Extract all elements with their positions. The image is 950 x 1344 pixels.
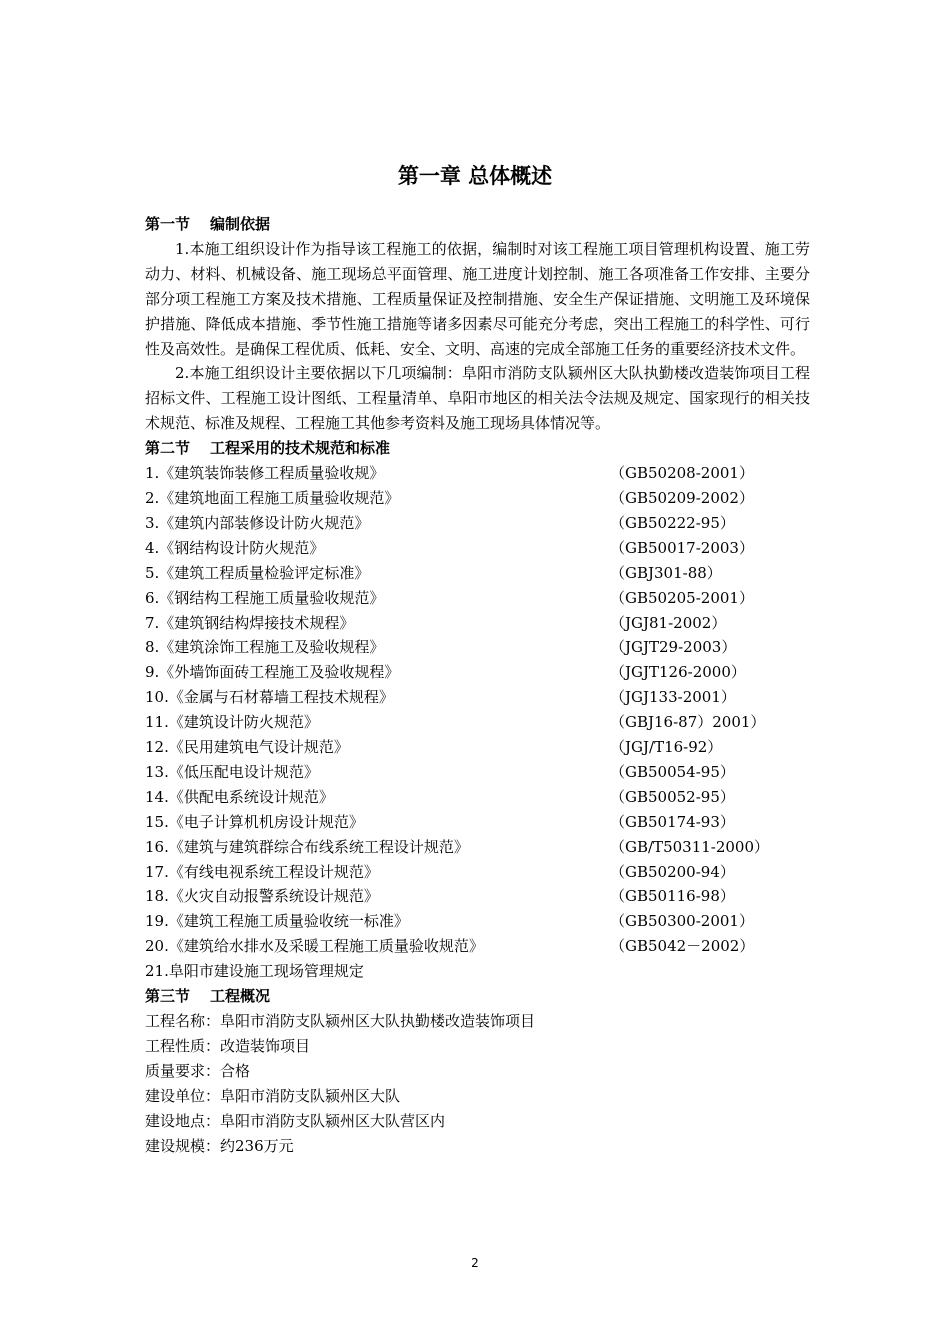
standard-item	[145, 810, 810, 835]
standard-item	[145, 785, 810, 810]
standard-name: 2.《建筑地面工程施工质量验收规范》	[145, 488, 400, 507]
project-info-line: 工程名称：阜阳市消防支队颍州区大队执勤楼改造装饰项目	[145, 1012, 536, 1030]
standard-item	[145, 860, 810, 885]
standard-name: 7.《建筑钢结构焊接技术规程》	[145, 613, 355, 632]
standard-item	[145, 486, 810, 511]
standard-item	[145, 461, 810, 486]
standard-name: 16.《建筑与建筑群综合布线系统工程设计规范》	[145, 837, 469, 856]
standard-item	[145, 760, 810, 785]
project-overview	[145, 1009, 810, 1158]
standard-code: （GB5042－2002）	[610, 937, 755, 956]
page-number: 2	[471, 1256, 479, 1270]
standard-code: （GB50300-2001）	[610, 912, 754, 931]
standard-name: 17.《有线电视系统工程设计规范》	[145, 862, 379, 881]
standard-name: 21.阜阳市建设施工现场管理规定	[145, 962, 364, 981]
document-body	[145, 212, 810, 1158]
standard-code: （GB50209-2002）	[610, 488, 754, 507]
standard-name: 12.《民用建筑电气设计规范》	[145, 738, 349, 757]
standard-code: （GB50052-95）	[610, 787, 735, 806]
section-title: 工程采用的技术规范和标准	[210, 439, 391, 458]
project-info-line: 建设地点：阜阳市消防支队颍州区大队营区内	[145, 1111, 446, 1130]
standard-code: （GB50174-93）	[610, 812, 735, 831]
project-info-line: 建设规模：约236万元	[145, 1136, 294, 1155]
standard-item	[145, 835, 810, 860]
standards-list	[145, 461, 810, 984]
standard-item	[145, 561, 810, 586]
standard-name: 18.《火灾自动报警系统设计规范》	[145, 887, 379, 906]
section-1-heading	[145, 212, 810, 237]
section-title: 工程概况	[210, 987, 271, 1006]
paragraph: 2.本施工组织设计主要依据以下几项编制：阜阳市消防支队颍州区大队执勤楼改造装饰项目工程招标文件、工程施工设计图纸、工程量清单、阜阳市地区的相关法令法规及规定、国家现行的相关技术规范、标准及规程、工程施工其他参考资料及施工现场具体情况等。	[145, 364, 810, 433]
standard-name: 5.《建筑工程质量检验评定标准》	[145, 563, 370, 582]
standard-item	[145, 959, 810, 984]
standard-name: 4.《钢结构设计防火规范》	[145, 538, 325, 557]
standard-name: 15.《电子计算机机房设计规范》	[145, 812, 364, 831]
standard-item	[145, 511, 810, 536]
standard-item	[145, 536, 810, 561]
standard-code: （GB50116-98）	[610, 887, 735, 906]
section-3-heading	[145, 984, 810, 1009]
standard-item	[145, 586, 810, 611]
standard-item	[145, 934, 810, 959]
chapter-title: 第一章 总体概述	[397, 164, 553, 188]
project-info-line: 建设单位：阜阳市消防支队颍州区大队	[145, 1086, 401, 1105]
standard-code: （JGJT126-2000）	[610, 663, 746, 682]
standard-item	[145, 685, 810, 710]
section-number: 第二节	[145, 439, 191, 458]
standard-item	[145, 735, 810, 760]
standard-name: 13.《低压配电设计规范》	[145, 762, 319, 781]
standard-code: （GB50208-2001）	[610, 464, 754, 483]
standard-code: （GB50205-2001）	[610, 588, 754, 607]
project-info-line: 工程性质：改造装饰项目	[145, 1036, 311, 1055]
standard-item	[145, 611, 810, 636]
section-title: 编制依据	[210, 215, 271, 233]
section-number: 第三节	[145, 987, 191, 1006]
standard-code: （GB50054-95）	[610, 762, 735, 781]
standard-code: （GB50017-2003）	[610, 538, 754, 557]
project-info-line: 质量要求：合格	[145, 1061, 251, 1080]
standard-name: 11.《建筑设计防火规范》	[145, 713, 319, 732]
standard-code: （JGJ/T16-92）	[610, 738, 723, 757]
section-number: 第一节	[145, 215, 191, 233]
standard-name: 3.《建筑内部装修设计防火规范》	[145, 513, 370, 532]
standard-name: 6.《钢结构工程施工质量验收规范》	[145, 588, 385, 607]
standard-code: （GBJ16-87）2001）	[610, 713, 766, 732]
standard-code: （GBJ301-88）	[610, 563, 722, 582]
standard-name: 9.《外墙饰面砖工程施工及验收规程》	[145, 663, 400, 682]
standard-code: （GB50222-95）	[610, 513, 735, 532]
standard-name: 19.《建筑工程施工质量验收统一标准》	[145, 912, 409, 931]
standard-name: 14.《供配电系统设计规范》	[145, 787, 334, 806]
standard-code: （GB/T50311-2000）	[610, 837, 770, 856]
standard-code: （JGJ81-2002）	[610, 613, 727, 632]
standard-item	[145, 710, 810, 735]
section-2-heading	[145, 436, 810, 461]
standard-code: （JGJT29-2003）	[610, 638, 737, 657]
paragraph: 1.本施工组织设计作为指导该工程施工的依据，编制时对该工程施工项目管理机构设置、施工劳动力、材料、机械设备、施工现场总平面管理、施工进度计划控制、施工各项准备工作安排、主要分部分项工程施工方案及技术措施、工程质量保证及控制措施、安全生产保证措施、文明施工及环境保护措施、降低成本措施、季节性施工措施等诸多因素尽可能充分考虑，突出工程施工的科学性、可行性及高效性。是确保工程优质、低耗、安全、文明、高速的完成全部施工任务的重要经济技术文件。	[145, 239, 810, 358]
standard-code: （GB50200-94）	[610, 862, 735, 881]
standard-item	[145, 660, 810, 685]
standard-name: 20.《建筑给水排水及采暖工程施工质量验收规范》	[145, 937, 484, 956]
standard-item	[145, 635, 810, 660]
standard-item	[145, 909, 810, 934]
standard-item	[145, 884, 810, 909]
standard-code: （JGJ133-2001）	[610, 688, 736, 707]
standard-name: 1.《建筑装饰装修工程质量验收规》	[145, 464, 385, 483]
standard-name: 10.《金属与石材幕墙工程技术规程》	[145, 688, 394, 707]
standard-name: 8.《建筑涂饰工程施工及验收规程》	[145, 638, 385, 657]
